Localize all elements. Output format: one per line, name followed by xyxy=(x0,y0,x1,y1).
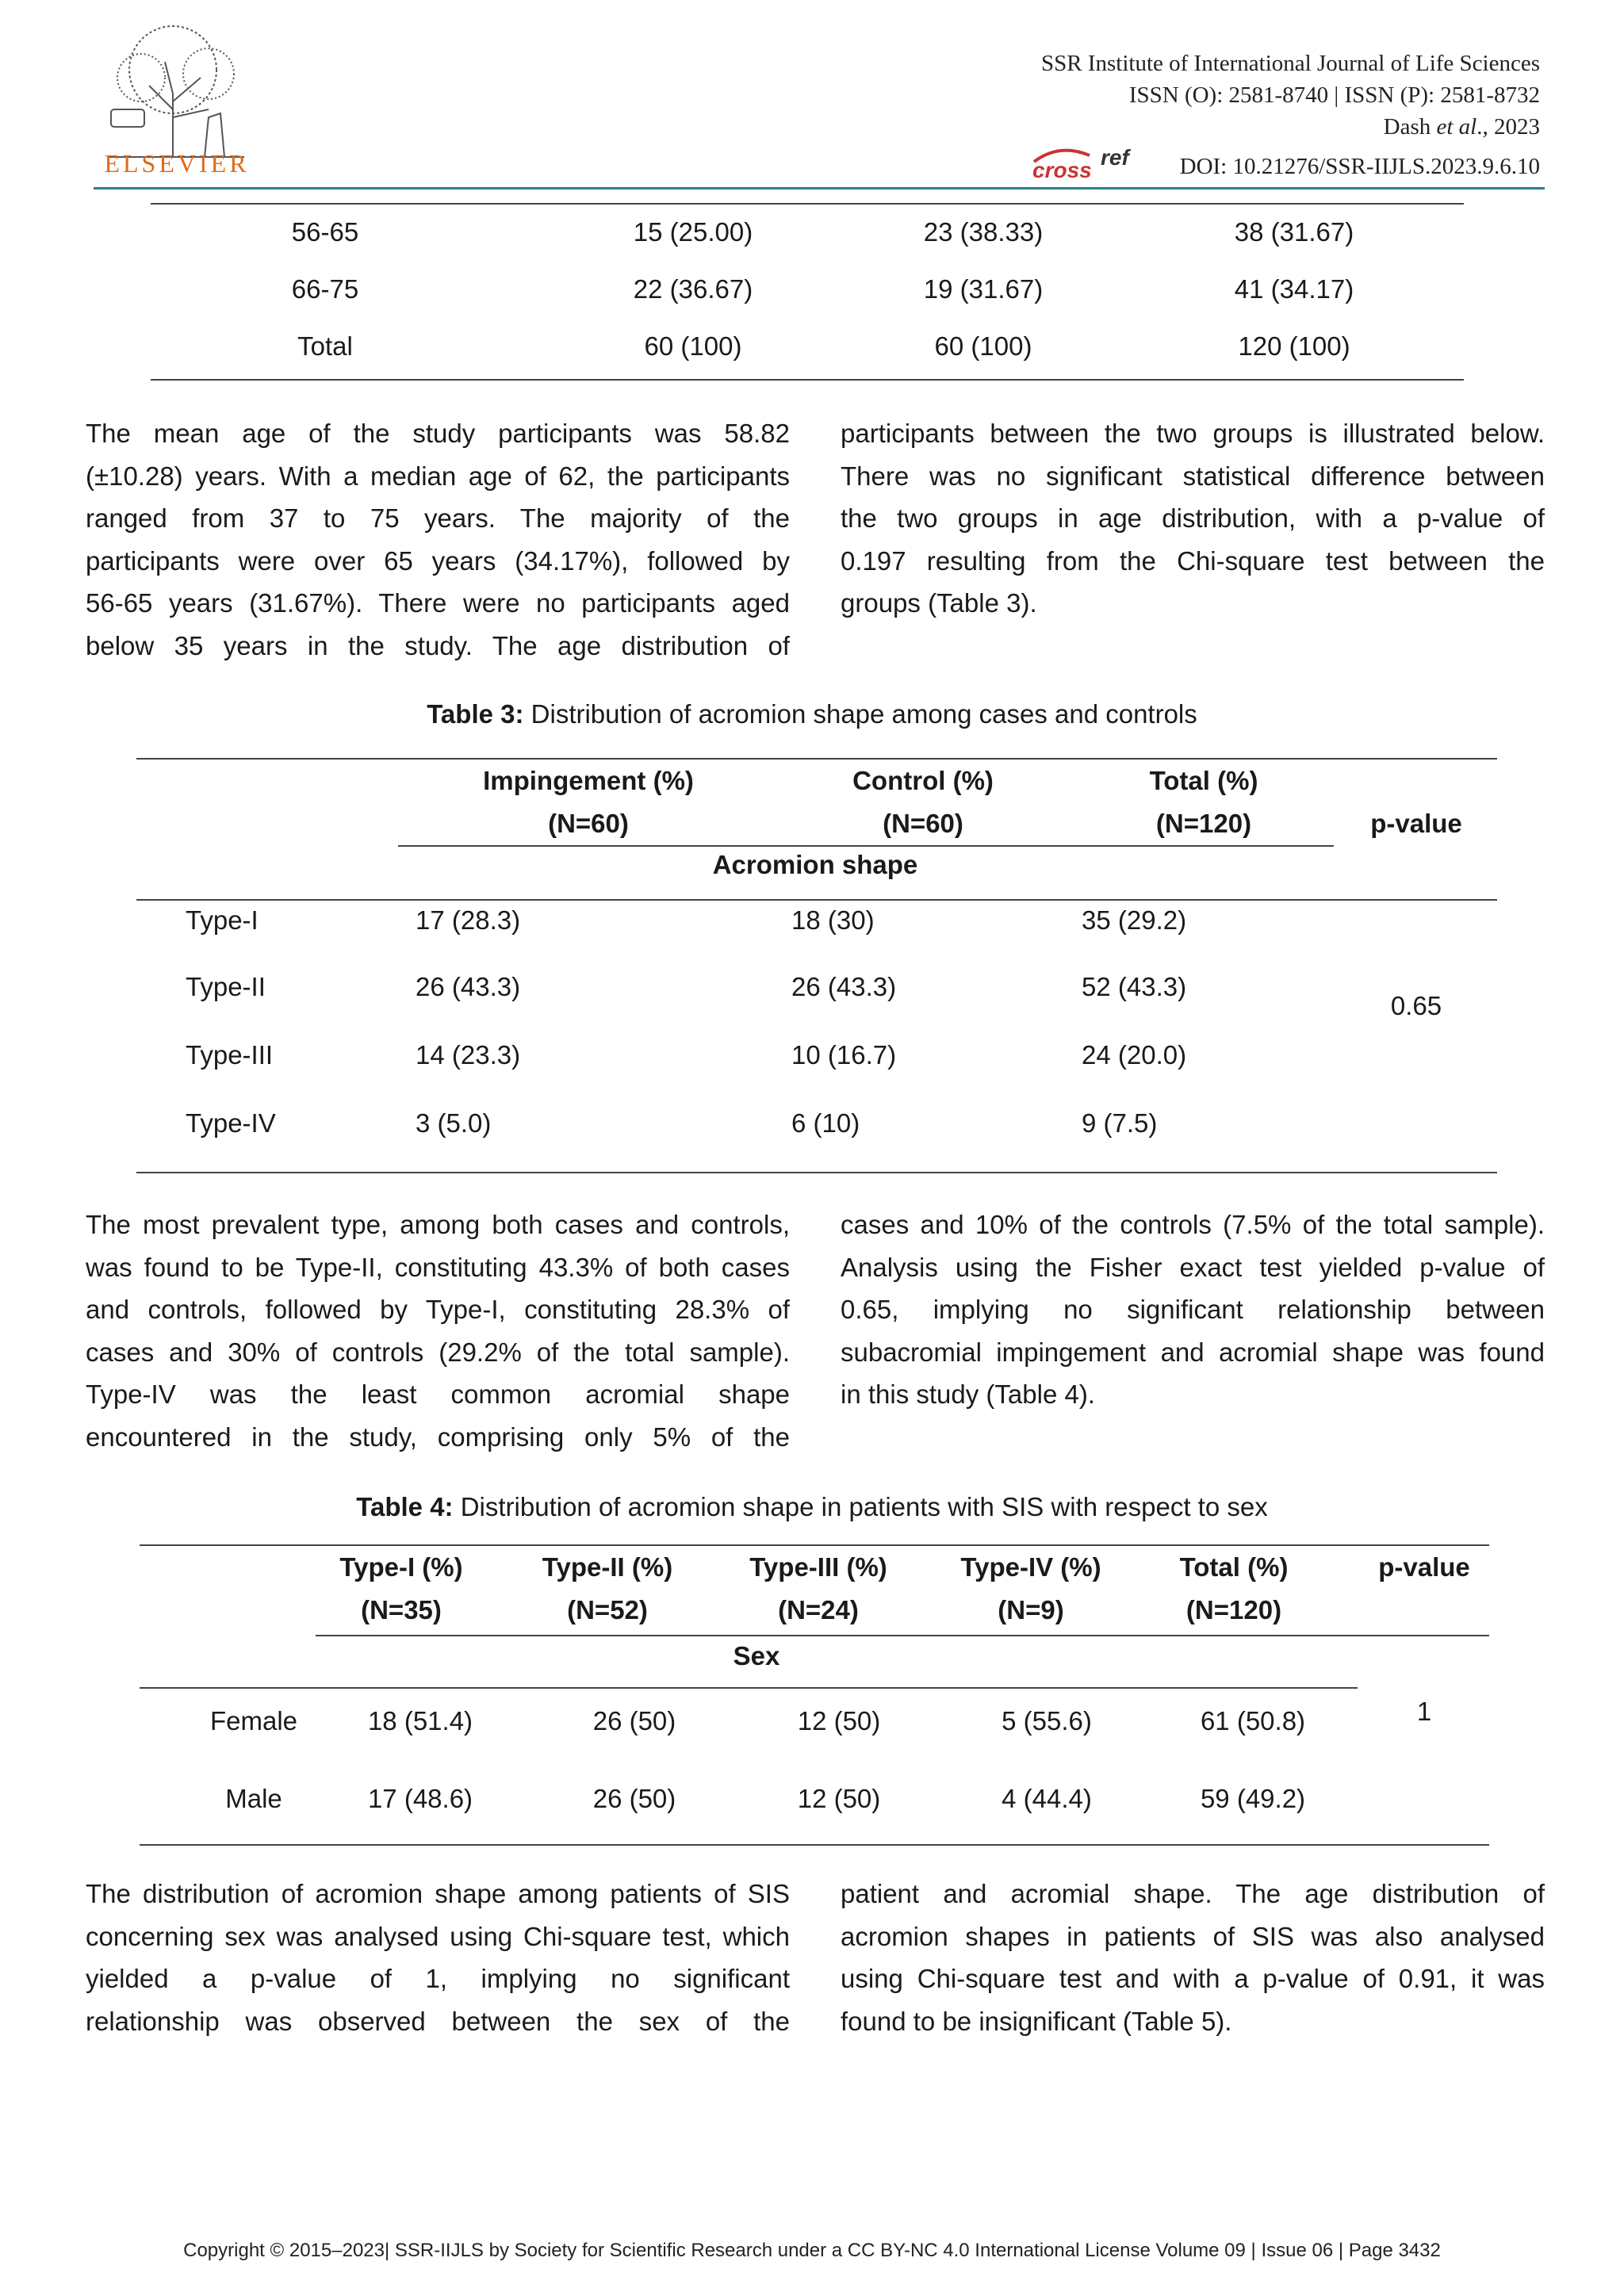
table-3-caption: Table 3: Distribution of acromion shape among cases and controls xyxy=(427,699,1197,729)
table-cell: 41 (34.17) xyxy=(1234,274,1354,304)
table-3-bottom-rule xyxy=(136,1172,1497,1173)
paragraph-2-right: cases and 10% of the controls (7.5% of the total sample). Analysis using the Fisher exact test yielded p-value of 0.65, implying no significant relationship between subacromial impingement and acromial shape was found in this study (Table 4). xyxy=(841,1210,1545,1410)
svg-text:cross: cross xyxy=(1032,158,1092,182)
table-cell: Total xyxy=(297,331,353,361)
table-cell: 14 (23.3) xyxy=(416,1040,521,1070)
author-line: Dash et al., 2023 xyxy=(1383,114,1540,140)
table-cell: 18 (51.4) xyxy=(367,1706,473,1735)
table-cell: 12 (50) xyxy=(797,1784,881,1813)
table-cell: 26 (43.3) xyxy=(416,972,521,1001)
page-footer: Copyright © 2015–2023| SSR-IIJLS by Society for Scientific Research under a CC BY-NC 4.0 International License Volume 09 | Issue 06 | Page 3432 xyxy=(183,2240,1441,2261)
table-3-top-rule xyxy=(136,758,1497,760)
table-cell: 35 (29.2) xyxy=(1082,905,1187,935)
table-cell: 66-75 xyxy=(291,274,359,304)
table-4-header-total: Total (%) (N=120) xyxy=(1179,1552,1289,1624)
table-3-row-label: Type-IV xyxy=(186,1108,276,1138)
age-table-bottom-rule xyxy=(151,379,1464,381)
table-cell: 19 (31.67) xyxy=(923,274,1044,304)
table-4-row-label: Female xyxy=(209,1706,298,1735)
table-cell: 9 (7.5) xyxy=(1082,1108,1158,1138)
table-3-row-label: Type-III xyxy=(186,1040,274,1070)
table-cell: 26 (43.3) xyxy=(791,972,897,1001)
paragraph-1-right: participants between the two groups is illustrated below. There was no significant statistical difference between the two groups in age distribution, with a p-value of 0.197 resulting from the Chi-square test between the groups (Table 3). xyxy=(841,419,1545,618)
table-3-row-label: Type-I xyxy=(186,905,259,935)
journal-issn: ISSN (O): 2581-8740 | ISSN (P): 2581-8732 xyxy=(1128,82,1540,108)
publisher-logo-text: ELSEVIER xyxy=(104,149,250,178)
table-4-header-type-ii: Type-II (%) (N=52) xyxy=(542,1552,673,1624)
table-cell: 22 (36.67) xyxy=(633,274,753,304)
paragraph-1-left: The mean age of the study participants was 58.82 (±10.28) years. With a median age of 62, the participants ranged from 37 to 75 years. The majority of the participants were over 65 years (34.17%), followed by 56-65 years (31.67%). There were no participants aged below 35 years in the study. The age distribution of xyxy=(86,419,790,660)
table-cell: 3 (5.0) xyxy=(416,1108,492,1138)
table-4-row-label: Male xyxy=(225,1784,282,1813)
table-4 xyxy=(140,1544,1489,1847)
table-cell: 60 (100) xyxy=(934,331,1032,361)
table-4-header-type-i: Type-I (%) (N=35) xyxy=(339,1552,463,1624)
table-4-header-type-iii: Type-III (%) (N=24) xyxy=(749,1552,887,1624)
table-cell: 5 (55.6) xyxy=(1002,1706,1092,1735)
table-3-header-control: Control (%) (N=60) xyxy=(852,766,994,838)
svg-text:ref: ref xyxy=(1101,145,1129,170)
table-cell: 10 (16.7) xyxy=(791,1040,897,1070)
table-3-group-header: Acromion shape xyxy=(712,850,918,879)
table-3-header-total: Total (%) (N=120) xyxy=(1149,766,1258,838)
table-cell: 6 (10) xyxy=(791,1108,860,1138)
crossref-icon xyxy=(1028,141,1147,182)
table-cell: 12 (50) xyxy=(797,1706,881,1735)
table-cell: 59 (49.2) xyxy=(1200,1784,1306,1813)
table-cell: 17 (48.6) xyxy=(367,1784,473,1813)
table-cell: 24 (20.0) xyxy=(1082,1040,1187,1070)
doi[interactable]: DOI: 10.21276/SSR-IIJLS.2023.9.6.10 xyxy=(1179,154,1540,179)
table-3-header-impingement: Impingement (%) (N=60) xyxy=(483,766,694,838)
table-cell: 38 (31.67) xyxy=(1234,217,1354,247)
paragraph-2-left: The most prevalent type, among both cases and controls, was found to be Type-II, constituting 43.3% of both cases and controls, followed by Type-I, constituting 28.3% of cases and 30% of controls (29.2% of the total sample). Type-IV was the least common acromial shape encountered in the study, comprising only 5% of the xyxy=(86,1210,790,1452)
table-cell: 52 (43.3) xyxy=(1082,972,1187,1001)
table-3-pvalue: 0.65 xyxy=(1390,991,1442,1020)
journal-name: SSR Institute of International Journal of Life Sciences xyxy=(1041,51,1540,76)
table-3-row-label: Type-II xyxy=(186,972,266,1001)
table-cell: 61 (50.8) xyxy=(1200,1706,1306,1735)
paragraph-3-right: patient and acromial shape. The age distribution of acromion shapes in patients of SIS was also analysed using Chi-square test and with a p-value of 0.91, it was found to be insignificant (Table 5). xyxy=(841,1879,1545,2036)
table-4-header-type-iv: Type-IV (%) (N=9) xyxy=(960,1552,1101,1624)
table-cell: 4 (44.4) xyxy=(1002,1784,1092,1813)
header-divider xyxy=(94,187,1545,189)
table-3 xyxy=(136,758,1497,1177)
table-4-header-pvalue: p-value xyxy=(1378,1552,1470,1582)
table-cell: 18 (30) xyxy=(791,905,875,935)
table-4-header-rule xyxy=(316,1635,1489,1636)
table-cell: 60 (100) xyxy=(644,331,742,361)
table-cell: 120 (100) xyxy=(1238,331,1350,361)
table-4-group-header: Sex xyxy=(733,1641,780,1670)
table-4-mid-rule xyxy=(140,1687,1358,1689)
table-3-mid-rule xyxy=(136,899,1497,901)
table-cell: 26 (50) xyxy=(592,1784,676,1813)
age-table xyxy=(151,203,1464,382)
paragraph-3-left: The distribution of acromion shape among patients of SIS concerning sex was analysed using Chi-square test, which yielded a p-value of 1, implying no significant relationship was observed between the sex of the xyxy=(86,1879,790,2036)
table-3-header-pvalue: p-value xyxy=(1370,809,1462,838)
table-cell: 23 (38.33) xyxy=(923,217,1044,247)
table-4-bottom-rule xyxy=(140,1844,1489,1846)
table-cell: 17 (28.3) xyxy=(416,905,521,935)
table-cell: 26 (50) xyxy=(592,1706,676,1735)
table-cell: 56-65 xyxy=(291,217,359,247)
table-4-pvalue: 1 xyxy=(1416,1697,1432,1726)
table-4-caption: Table 4: Distribution of acromion shape in patients with SIS with respect to sex xyxy=(356,1492,1268,1521)
table-cell: 15 (25.00) xyxy=(633,217,753,247)
